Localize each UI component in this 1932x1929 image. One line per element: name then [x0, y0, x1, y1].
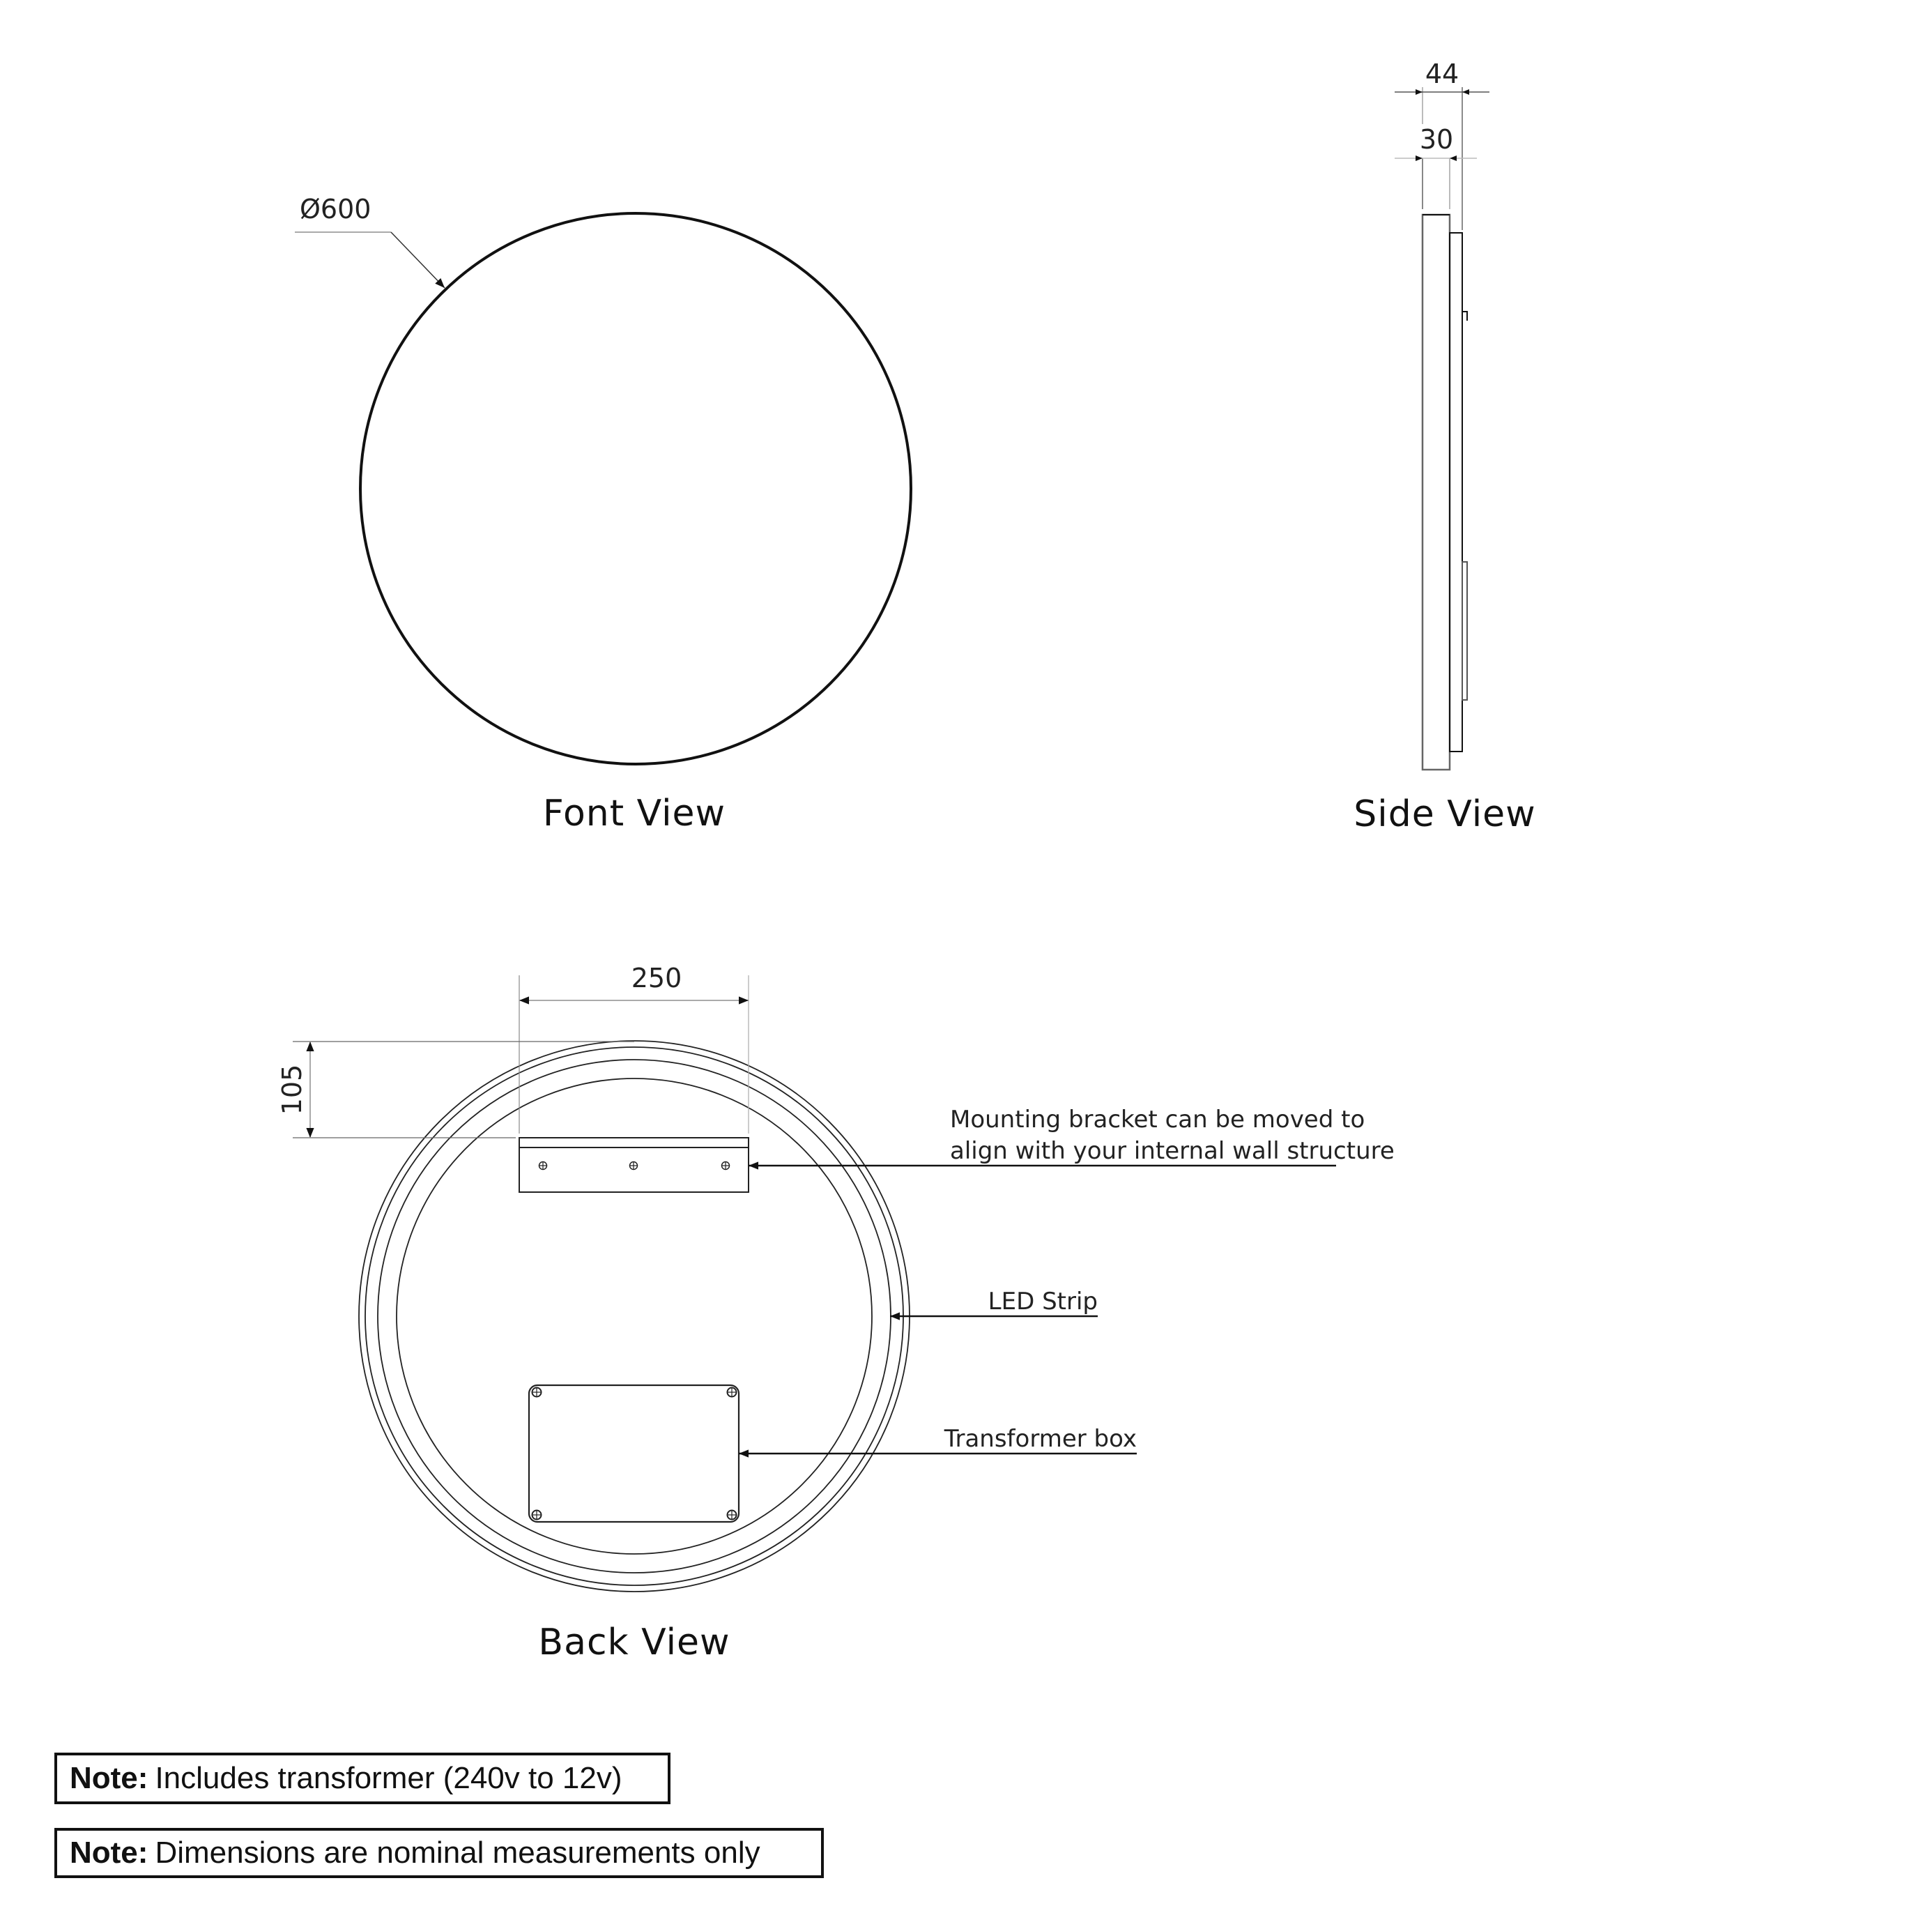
diameter-leader-diagonal	[391, 232, 445, 288]
transformer-callout-label: Transformer box	[944, 1425, 1137, 1453]
dim-30-label: 30	[1419, 124, 1454, 155]
back-view	[277, 963, 1395, 1663]
side-transformer-stub	[1462, 562, 1467, 700]
mounting-bracket	[519, 1138, 749, 1192]
back-view-title: Back View	[538, 1622, 730, 1663]
transformer-box	[529, 1385, 739, 1522]
note-prefix: Note:	[70, 1761, 148, 1795]
note-prefix: Note:	[70, 1836, 148, 1870]
screw-icon	[722, 1162, 730, 1170]
dim-105-label: 105	[277, 1064, 307, 1115]
screw-icon	[630, 1162, 638, 1170]
side-back-housing	[1450, 233, 1462, 752]
screw-icon	[532, 1511, 542, 1520]
front-view-title: Font View	[542, 793, 726, 834]
screw-icon	[728, 1511, 737, 1520]
bracket-callout-line2: align with your internal wall structure	[950, 1137, 1395, 1165]
screw-icon	[728, 1388, 737, 1397]
side-bracket-tab	[1462, 312, 1467, 321]
note-text: Includes transformer (240v to 12v)	[155, 1761, 622, 1795]
note-text: Dimensions are nominal measurements only	[155, 1836, 760, 1870]
dim-44-label: 44	[1425, 59, 1459, 89]
note-dimensions	[54, 1828, 824, 1878]
led-callout-label: LED Strip	[988, 1288, 1098, 1316]
screw-icon	[539, 1162, 547, 1170]
front-view	[295, 194, 911, 834]
dim-250-label: 250	[631, 963, 682, 993]
side-view-title: Side View	[1354, 793, 1536, 835]
diameter-label: Ø600	[300, 194, 371, 224]
note-transformer	[54, 1753, 670, 1804]
side-mirror-panel	[1423, 215, 1450, 770]
side-view	[1354, 59, 1535, 835]
front-mirror-outline	[360, 213, 911, 764]
bracket-callout-line1: Mounting bracket can be moved to	[950, 1106, 1365, 1134]
screw-icon	[532, 1388, 542, 1397]
